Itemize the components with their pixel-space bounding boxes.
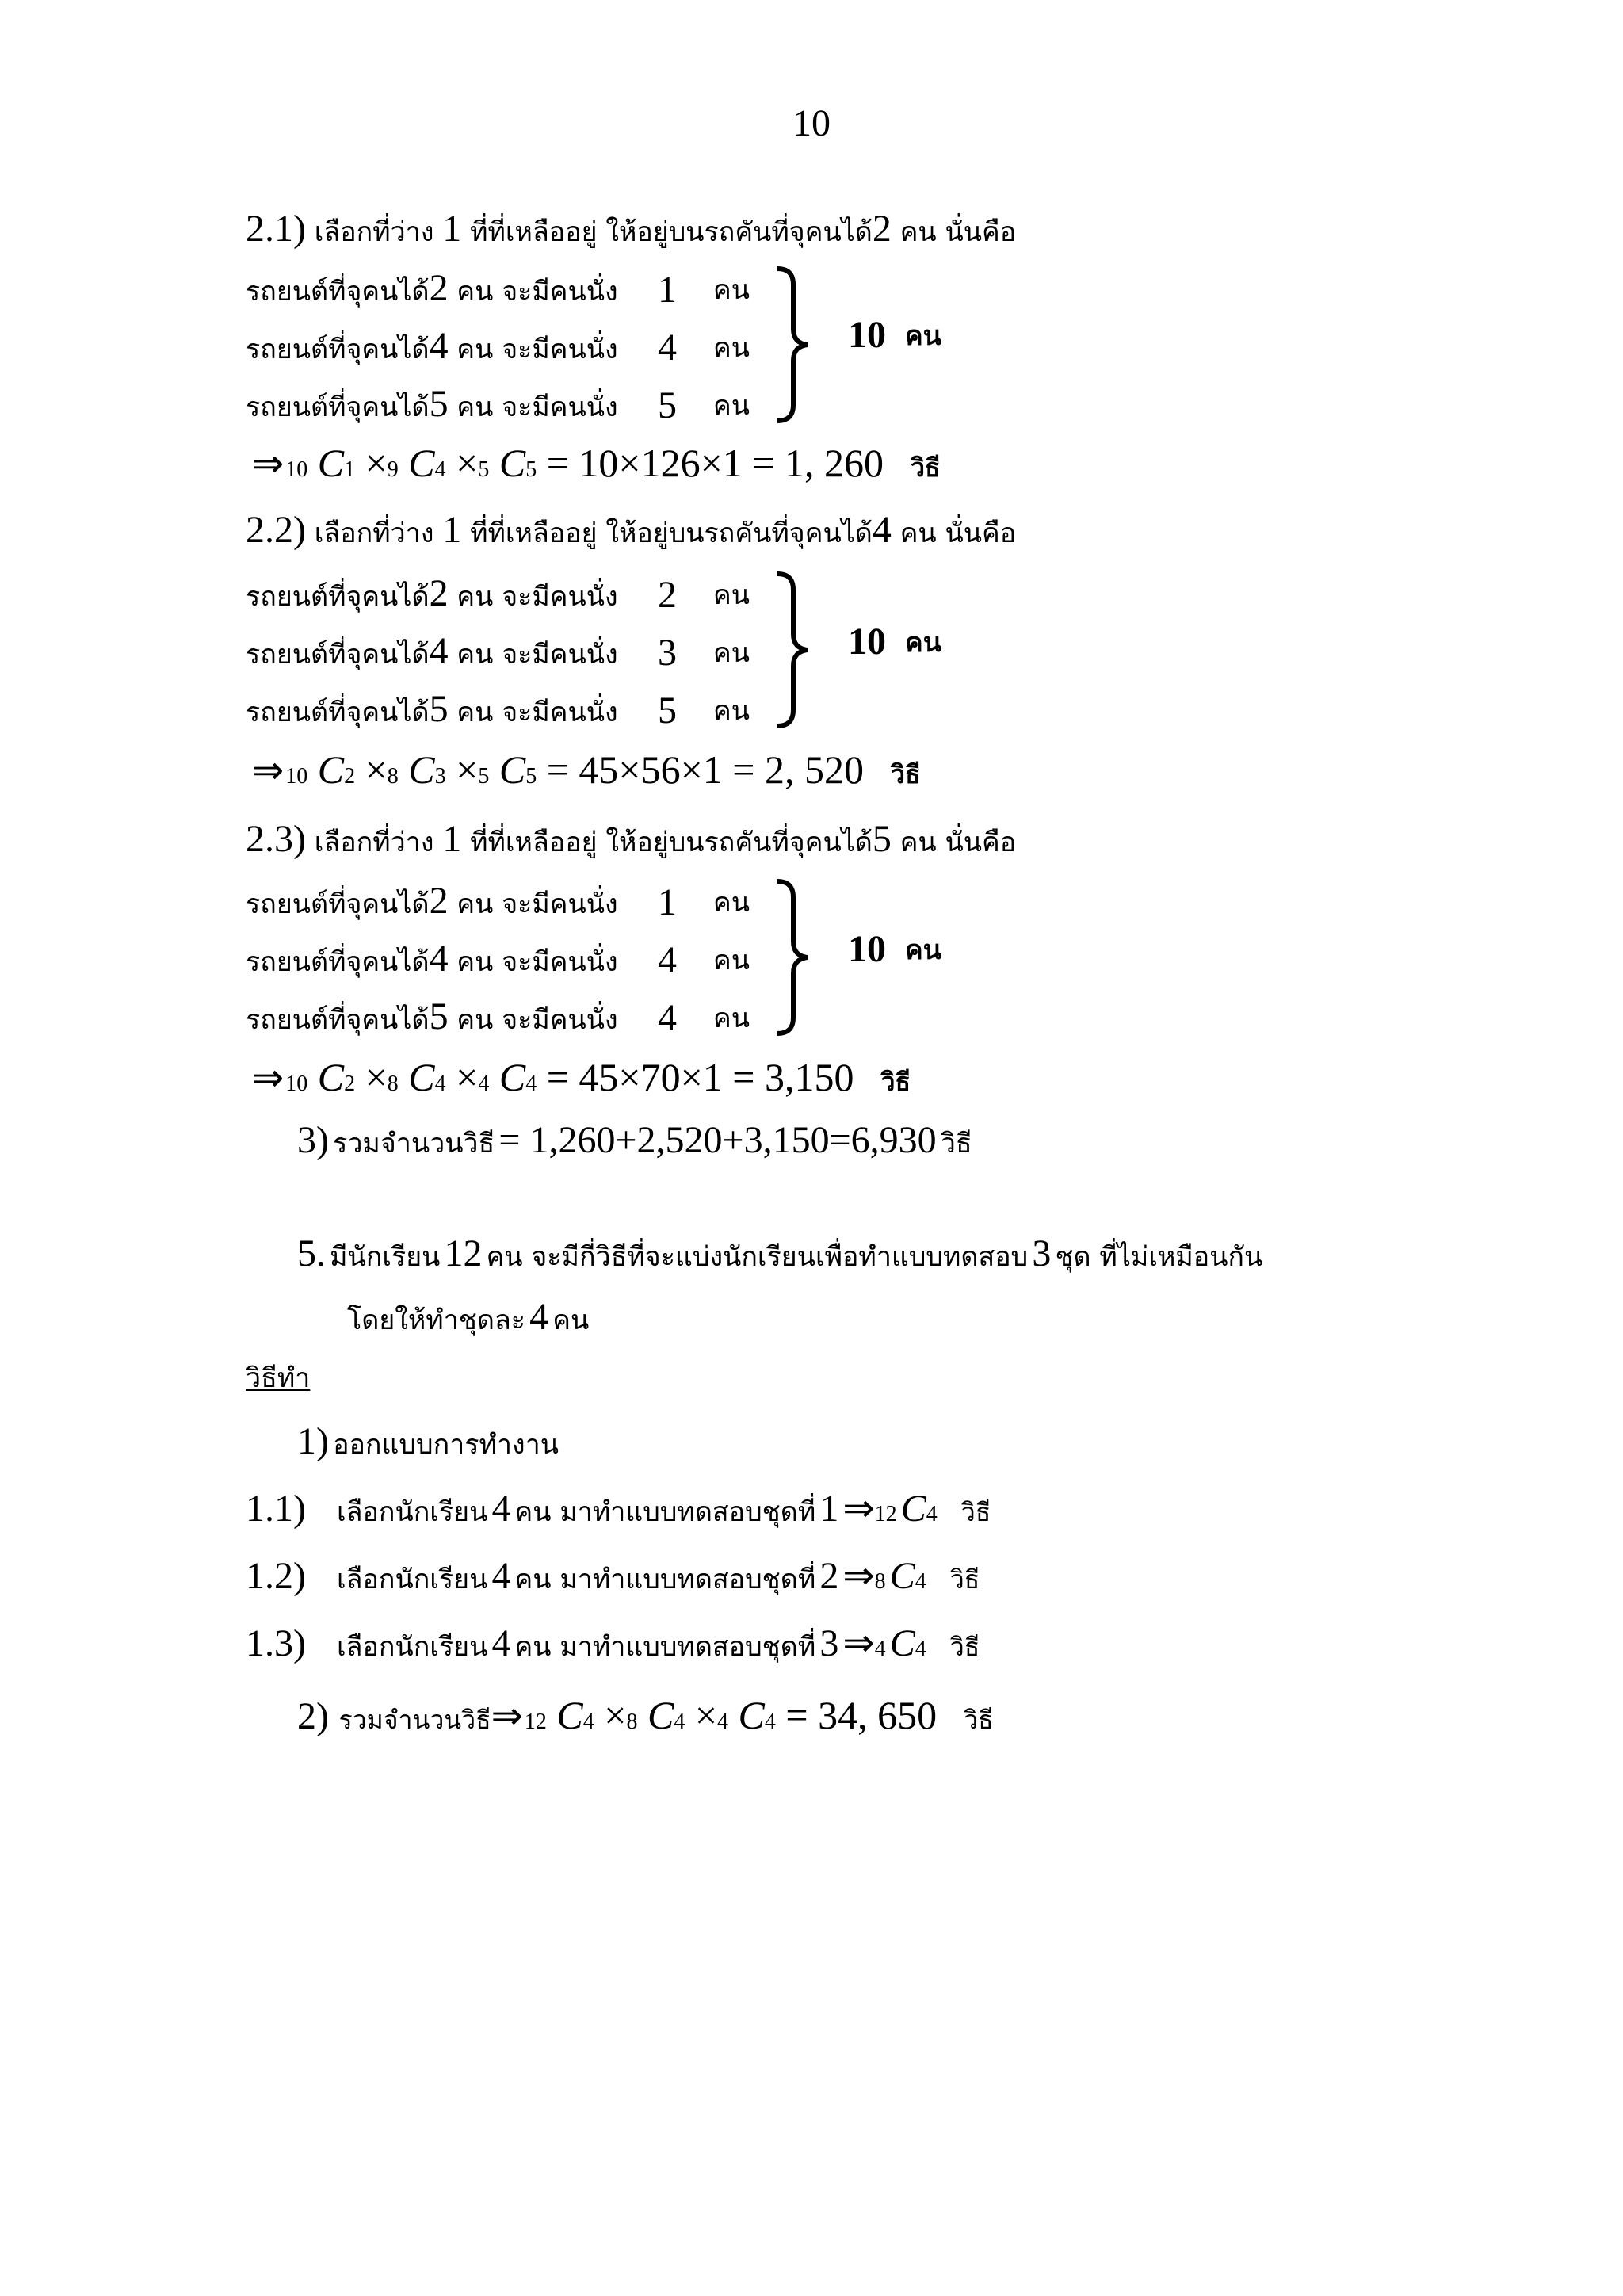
combination-formula: ⇒ 10 C 2 × 8 C 4 × 4 C 4 = 45×70×1 = 3,150 วิธี (252, 1055, 911, 1099)
section-heading: 2.1) เลือกที่ว่าง 1 ที่ที่เหลืออยู่ ให้อยู่บนรถคันที่จุคนได้2 คน นั่นคือ (246, 208, 1017, 250)
right-brace (773, 878, 812, 1037)
step-1: 1) ออกแบบการทำงาน (297, 1420, 559, 1462)
substep: 1.3) เลือกนักเรียน 4 คน มาทำแบบทดสอบชุดที่ 3 ⇒ 4 C 4 วิธี (246, 1622, 980, 1664)
seat-count: 5 (658, 384, 677, 426)
seating-row: รถยนต์ที่จุคนได้4 คน จะมีคนนั่ง 3 คน (246, 630, 750, 674)
section-heading: 2.3) เลือกที่ว่าง 1 ที่ที่เหลืออยู่ ให้อยู่บนรถคันที่จุคนได้5 คน นั่นคือ (246, 818, 1017, 860)
seating-row: รถยนต์ที่จุคนได้4 คน จะมีคนนั่ง 4 คน (246, 325, 750, 369)
substep: 1.1) เลือกนักเรียน 4 คน มาทำแบบทดสอบชุดที่ 1 ⇒ 12 C 4 วิธี (246, 1488, 991, 1530)
problem-statement-cont: โดยให้ทำชุดละ 4 คน (347, 1296, 590, 1338)
problem-number: 5. (297, 1232, 326, 1274)
seat-count: 1 (658, 268, 677, 311)
section-heading: 2.2) เลือกที่ว่าง 1 ที่ที่เหลืออยู่ ให้อยู่บนรถคันที่จุคนได้4 คน นั่นคือ (246, 509, 1017, 551)
seat-count: 1 (658, 881, 677, 923)
seating-row: รถยนต์ที่จุคนได้5 คน จะมีคนนั่ง 5 คน (246, 688, 750, 732)
seating-row: รถยนต์ที่จุคนได้5 คน จะมีคนนั่ง 5 คน (246, 383, 750, 426)
right-brace (773, 571, 812, 729)
page-number: 10 (792, 102, 831, 144)
group-total: 10 คน (848, 314, 941, 356)
section-label: 2.2) (246, 509, 306, 551)
step-2-formula: 2) รวมจำนวนวิธี ⇒ 12 C 4 × 8 C 4 × 4 C 4 = 34, 650 วิธี (297, 1693, 994, 1737)
right-brace (773, 266, 812, 424)
seat-count: 4 (658, 326, 677, 369)
seating-row: รถยนต์ที่จุคนได้2 คน จะมีคนนั่ง 2 คน (246, 572, 750, 616)
section-label: 2.3) (246, 818, 306, 860)
seat-count: 5 (658, 689, 677, 732)
problem-statement: 5. มีนักเรียน 12 คน จะมีกี่วิธีที่จะแบ่งนักเรียนเพื่อทำแบบทดสอบ 3 ชุด ที่ไม่เหมือนกัน (297, 1232, 1263, 1274)
sum-line: 3) รวมจำนวนวิธี = 1,260+2,520+3,150=6,930 วิธี (297, 1119, 972, 1161)
solution-heading: วิธีทำ (246, 1362, 311, 1394)
section-label: 2.1) (246, 208, 306, 250)
substep: 1.2) เลือกนักเรียน 4 คน มาทำแบบทดสอบชุดที่ 2 ⇒ 8 C 4 วิธี (246, 1555, 980, 1597)
seat-count: 4 (658, 996, 677, 1039)
seat-count: 4 (658, 938, 677, 981)
group-total: 10 คน (848, 621, 941, 663)
seating-row: รถยนต์ที่จุคนได้2 คน จะมีคนนั่ง 1 คน (246, 880, 750, 923)
seating-row: รถยนต์ที่จุคนได้5 คน จะมีคนนั่ง 4 คน (246, 995, 750, 1039)
combination-formula: ⇒ 10 C 2 × 8 C 3 × 5 C 5 = 45×56×1 = 2, 520 วิธี (252, 747, 921, 792)
seat-count: 2 (658, 573, 677, 616)
seat-count: 3 (658, 631, 677, 674)
seating-row: รถยนต์ที่จุคนได้4 คน จะมีคนนั่ง 4 คน (246, 938, 750, 981)
group-total: 10 คน (848, 928, 941, 970)
seating-row: รถยนต์ที่จุคนได้2 คน จะมีคนนั่ง 1 คน (246, 267, 750, 311)
combination-formula: ⇒ 10 C 1 × 9 C 4 × 5 C 5 = 10×126×1 = 1, 260 วิธี (252, 441, 941, 485)
